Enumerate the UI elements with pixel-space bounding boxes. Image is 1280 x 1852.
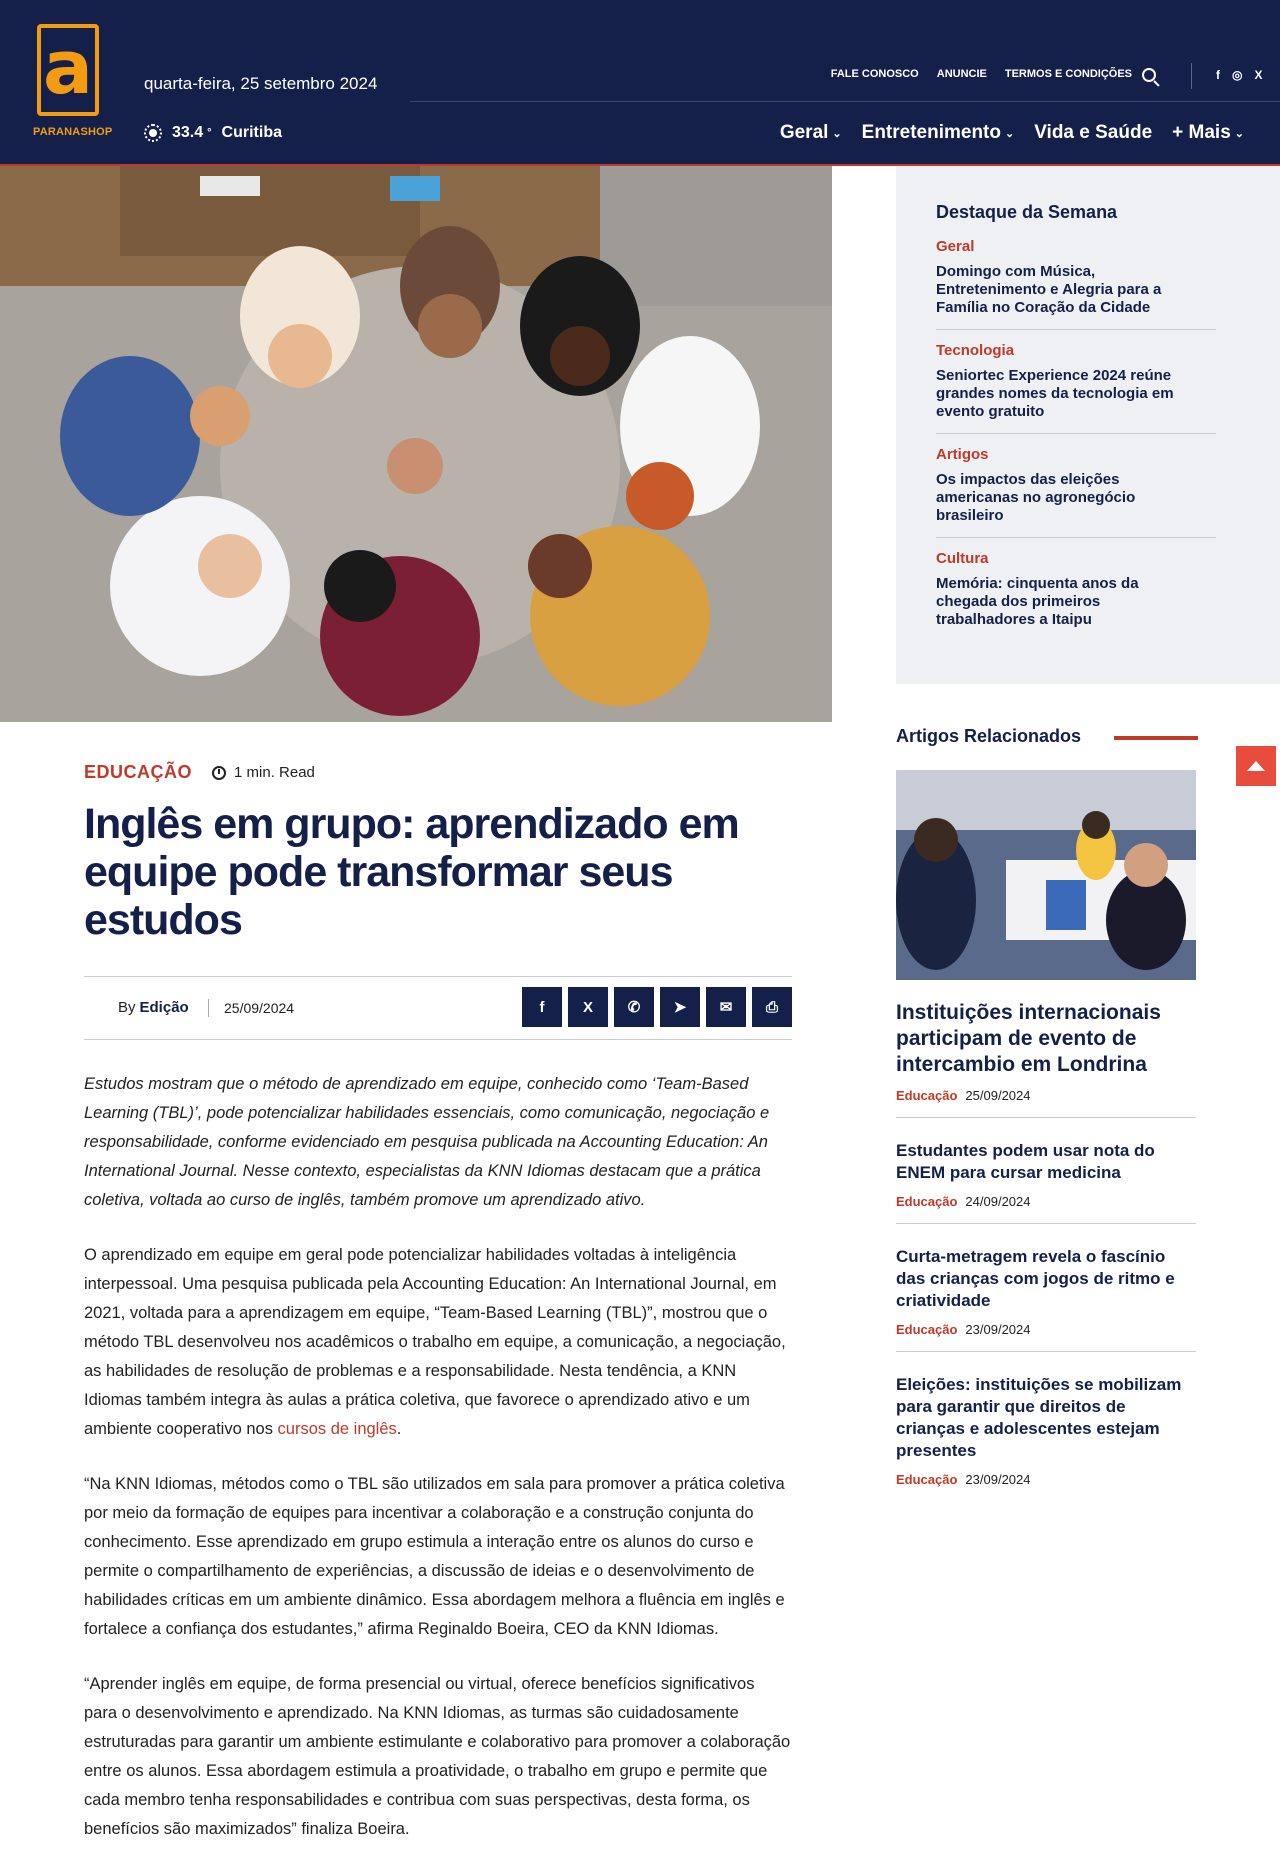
author-name[interactable]: Edição xyxy=(139,999,189,1016)
nav-vida-saude[interactable]: Vida e Saúde xyxy=(1034,122,1153,143)
nav-mais[interactable]: + Mais ⌄ xyxy=(1172,122,1244,143)
destaque-category[interactable]: Artigos xyxy=(936,446,989,463)
article-hero-image xyxy=(0,166,832,722)
weather-widget xyxy=(144,124,282,142)
top-links xyxy=(831,68,1132,80)
article-title: Inglês em grupo: aprendizado em equipe pode transformar seus estudos xyxy=(84,800,739,944)
destaque-item[interactable] xyxy=(936,238,1216,330)
social-links xyxy=(1216,68,1263,82)
nav-entretenimento[interactable]: Entretenimento ⌄ xyxy=(861,122,1015,143)
site-logo[interactable] xyxy=(33,22,113,142)
related-title[interactable]: Curta-metragem revela o fascínio das crianças com jogos de ritmo e criatividade xyxy=(896,1247,1175,1310)
destaque-item[interactable] xyxy=(936,342,1216,434)
weather-temp: 33.4 xyxy=(172,124,204,141)
search-icon[interactable] xyxy=(1142,68,1160,86)
destaque-title[interactable]: Domingo com Música, Entretenimento e Alegria para a Família no Coração da Cidade xyxy=(936,263,1162,316)
article-body xyxy=(84,1070,792,1852)
related-meta xyxy=(896,1088,1196,1103)
related-title[interactable]: Estudantes podem usar nota do ENEM para cursar medicina xyxy=(896,1141,1155,1182)
article-paragraph: “Na KNN Idiomas, métodos como o TBL são utilizados em sala para promover a prática coletiva por meio da formação de equipes para incentivar a colaboração e a construção conjunta do conhecimento. Esse aprendizado em grupo estimula a interação entre os alunos do curso e permite o compartilhamento de experiências, a discussão de ideias e o desenvolvimento de habilidades críticas em um ambiente dinâmico. Essa abordagem melhora a fluência em inglês e fortalece a confiança dos estudantes,” afirma Reginaldo Boeira, CEO da KNN Idiomas. xyxy=(84,1475,785,1638)
nav-geral[interactable]: Geral ⌄ xyxy=(779,122,842,143)
divider xyxy=(1191,63,1192,89)
destaque-da-semana xyxy=(896,166,1280,684)
related-date: 23/09/2024 xyxy=(965,1322,1031,1337)
destaque-heading: Destaque da Semana xyxy=(936,202,1118,222)
destaque-item[interactable] xyxy=(936,550,1216,641)
related-item[interactable] xyxy=(896,1374,1196,1501)
chevron-down-icon: ⌄ xyxy=(832,127,842,140)
logo-text: PARANASHOP xyxy=(33,126,113,138)
article-paragraph: O aprendizado em equipe em geral pode potencializar habilidades voltadas à inteligência interpessoal. Uma pesquisa publicada pela Accounting Education: An International Journal, em 2021, voltada para a aprendizagem em equipe, “Team-Based Learning (TBL)”, mostrou que o método TBL desenvolveu nos acadêmicos o trabalho em equipe, a comunicação, a negociação, as habilidades de resolução de problemas e a responsabilidade. Nesta tendência, a KNN Idiomas também integra às aulas a prática coletiva, que favorece o aprendizado ativo e um ambiente cooperativo nos cursos de inglês. xyxy=(84,1246,786,1438)
destaque-list xyxy=(936,238,1216,653)
author: By Edição xyxy=(118,999,189,1016)
destaque-category[interactable]: Geral xyxy=(936,238,975,255)
header-divider xyxy=(410,101,1280,102)
arrow-up-icon xyxy=(1247,761,1265,771)
read-time xyxy=(212,764,315,781)
cursos-ingles-link[interactable]: cursos de inglês xyxy=(277,1420,397,1438)
related-thumbnail[interactable] xyxy=(896,770,1196,980)
weather-city: Curitiba xyxy=(221,124,282,141)
back-to-top-button[interactable] xyxy=(1236,746,1276,786)
destaque-category[interactable]: Tecnologia xyxy=(936,342,1015,359)
anuncie-link[interactable]: ANUNCIE xyxy=(936,68,987,80)
share-whatsapp-button[interactable]: ✆ xyxy=(614,987,654,1027)
current-date: quarta-feira, 25 setembro 2024 xyxy=(144,74,378,93)
termos-link[interactable]: TERMOS E CONDIÇÕES xyxy=(1004,68,1132,80)
related-title[interactable]: Eleições: instituições se mobilizam para garantir que direitos de crianças e adolescentes estejam presentes xyxy=(896,1375,1182,1460)
article-date: 25/09/2024 xyxy=(224,1000,295,1016)
fale-conosco-link[interactable]: FALE CONOSCO xyxy=(830,68,919,80)
related-meta xyxy=(896,1322,1196,1337)
facebook-icon[interactable]: f xyxy=(1216,68,1220,82)
hero-illustration xyxy=(0,166,832,722)
article-meta xyxy=(84,762,315,783)
related-image xyxy=(896,770,1196,980)
article-byline xyxy=(84,976,792,1040)
weather-unit: ° xyxy=(207,127,212,139)
related-category[interactable]: Educação xyxy=(896,1322,958,1337)
main-nav xyxy=(780,122,1244,144)
heading-accent-bar xyxy=(1114,736,1198,740)
destaque-title[interactable]: Seniortec Experience 2024 reúne grandes nomes da tecnologia em evento gratuito xyxy=(936,367,1174,420)
related-item[interactable] xyxy=(896,1000,1196,1118)
related-header xyxy=(896,726,1196,747)
related-category[interactable]: Educação xyxy=(896,1194,958,1209)
related-date: 24/09/2024 xyxy=(965,1194,1031,1209)
related-item[interactable] xyxy=(896,1140,1196,1224)
chevron-down-icon: ⌄ xyxy=(1234,127,1244,140)
logo-letter: a xyxy=(43,25,93,111)
related-meta xyxy=(896,1194,1196,1209)
share-x-button[interactable]: X xyxy=(568,987,608,1027)
instagram-icon[interactable]: ◎ xyxy=(1232,68,1243,82)
related-title[interactable]: Instituições internacionais participam de evento de intercambio em Londrina xyxy=(896,1001,1161,1076)
share-facebook-button[interactable]: f xyxy=(522,987,562,1027)
share-telegram-button[interactable]: ➤ xyxy=(660,987,700,1027)
related-meta xyxy=(896,1472,1196,1487)
destaque-title[interactable]: Memória: cinquenta anos da chegada dos primeiros trabalhadores a Itaipu xyxy=(936,575,1139,628)
article-category[interactable]: EDUCAÇÃO xyxy=(84,762,193,782)
article-paragraph: “Aprender inglês em equipe, de forma presencial ou virtual, oferece benefícios significativos para o desenvolvimento e aprendizado. Na KNN Idiomas, as turmas são cuidadosamente estruturadas para garantir um ambiente estimulante e colaborativo para promover a colaboração entre os alunos. Essa abordagem estimula a proatividade, o trabalho em grupo e permite que cada membro tenha responsabilidades e contribua com suas perspectivas, desta forma, os benefícios são maximizados” finaliza Boeira. xyxy=(84,1675,791,1838)
article-lead: Estudos mostram que o método de aprendizado em equipe, conhecido como ‘Team-Based Learning (TBL)’, pode potencializar habilidades essenciais, como comunicação, negociação e responsabilidade, conforme evidenciado em pesquisa publicada na Accounting Education: An International Journal. Nesse contexto, especialistas da KNN Idiomas destacam que a prática coletiva, voltada ao curso de inglês, também promove um aprendizado ativo. xyxy=(84,1075,770,1209)
sun-icon xyxy=(144,124,162,142)
related-date: 23/09/2024 xyxy=(965,1472,1031,1487)
x-twitter-icon[interactable]: X xyxy=(1254,68,1263,82)
chevron-down-icon: ⌄ xyxy=(1005,127,1015,140)
read-time-text: 1 min. Read xyxy=(234,764,315,781)
related-list xyxy=(896,1000,1196,1523)
related-item[interactable] xyxy=(896,1246,1196,1352)
related-category[interactable]: Educação xyxy=(896,1088,958,1103)
divider xyxy=(208,999,209,1017)
related-category[interactable]: Educação xyxy=(896,1472,958,1487)
related-date: 25/09/2024 xyxy=(965,1088,1031,1103)
destaque-title[interactable]: Os impactos das eleições americanas no agronegócio brasileiro xyxy=(936,471,1136,524)
destaque-category[interactable]: Cultura xyxy=(936,550,989,567)
clock-icon xyxy=(212,766,226,780)
share-buttons xyxy=(522,987,792,1027)
destaque-item[interactable] xyxy=(936,446,1216,538)
print-button[interactable]: ⎙ xyxy=(752,987,792,1027)
site-header xyxy=(0,0,1280,166)
related-heading: Artigos Relacionados xyxy=(896,726,1082,746)
share-email-button[interactable]: ✉ xyxy=(706,987,746,1027)
